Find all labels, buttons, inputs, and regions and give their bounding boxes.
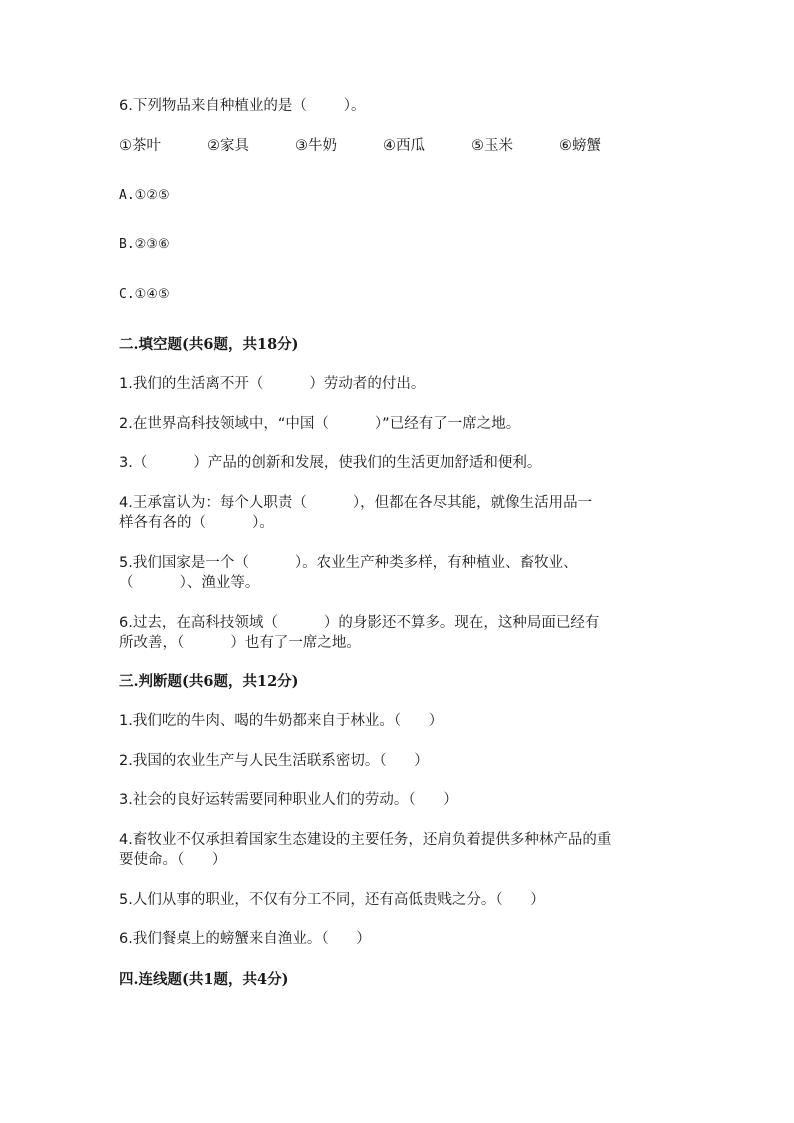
- item-3: ③牛奶: [295, 138, 337, 154]
- s3-q3: 3.社会的良好运转需要同种职业人们的劳动。（ ）: [119, 792, 458, 808]
- s3-q6: 6.我们餐桌上的螃蟹来自渔业。（ ）: [119, 931, 371, 947]
- s2-q4-line2: 样各有各的（ ）。: [119, 515, 274, 531]
- s2-q6-line2: 所改善，（ ）也有了一席之地。: [119, 635, 361, 651]
- item-2: ②家具: [207, 138, 249, 154]
- s2-q5-line2: （ ）、渔业等。: [119, 575, 260, 591]
- s2-q5-line1: 5.我们国家是一个（ ）。农业生产种类多样，有种植业、畜牧业、: [119, 555, 578, 571]
- s3-q2: 2.我国的农业生产与人民生活联系密切。（ ）: [119, 753, 429, 769]
- item-5: ⑤玉米: [471, 138, 513, 154]
- option-b: B.②③⑥: [119, 237, 170, 252]
- section-3-title: 三.判断题(共6题，共12分): [119, 673, 299, 690]
- s2-q4-line1: 4.王承富认为：每个人职责（ ），但都在各尽其能，就像生活用品一: [119, 495, 593, 511]
- s2-q3: 3.（ ）产品的创新和发展，使我们的生活更加舒适和便利。: [119, 455, 542, 471]
- s2-q6-line1: 6.过去，在高科技领域（ ）的身影还不算多。现在，这种局面已经有: [119, 615, 600, 631]
- s2-q2: 2.在世界高科技领域中，“中国（ ）”已经有了一席之地。: [119, 416, 521, 432]
- section-4-title: 四.连线题(共1题，共4分): [119, 971, 289, 988]
- question-6-stem: 6.下列物品来自种植业的是（ ）。: [119, 98, 366, 114]
- s2-q1: 1.我们的生活离不开（ ）劳动者的付出。: [119, 376, 426, 392]
- s3-q4-line1: 4.畜牧业不仅承担着国家生态建设的主要任务，还肩负着提供多种林产品的重: [119, 832, 612, 848]
- s3-q1: 1.我们吃的牛肉、喝的牛奶都来自于林业。（ ）: [119, 713, 444, 729]
- item-1: ①茶叶: [119, 138, 161, 154]
- s3-q5: 5.人们从事的职业，不仅有分工不同，还有高低贵贱之分。（ ）: [119, 892, 545, 908]
- item-6: ⑥螃蟹: [559, 138, 601, 154]
- section-2-title: 二.填空题(共6题，共18分): [119, 336, 299, 353]
- option-a: A.①②⑤: [119, 188, 170, 203]
- s3-q4-line2: 要使命。（ ）: [119, 852, 227, 868]
- option-c: C.①④⑤: [119, 287, 170, 302]
- item-4: ④西瓜: [383, 138, 425, 154]
